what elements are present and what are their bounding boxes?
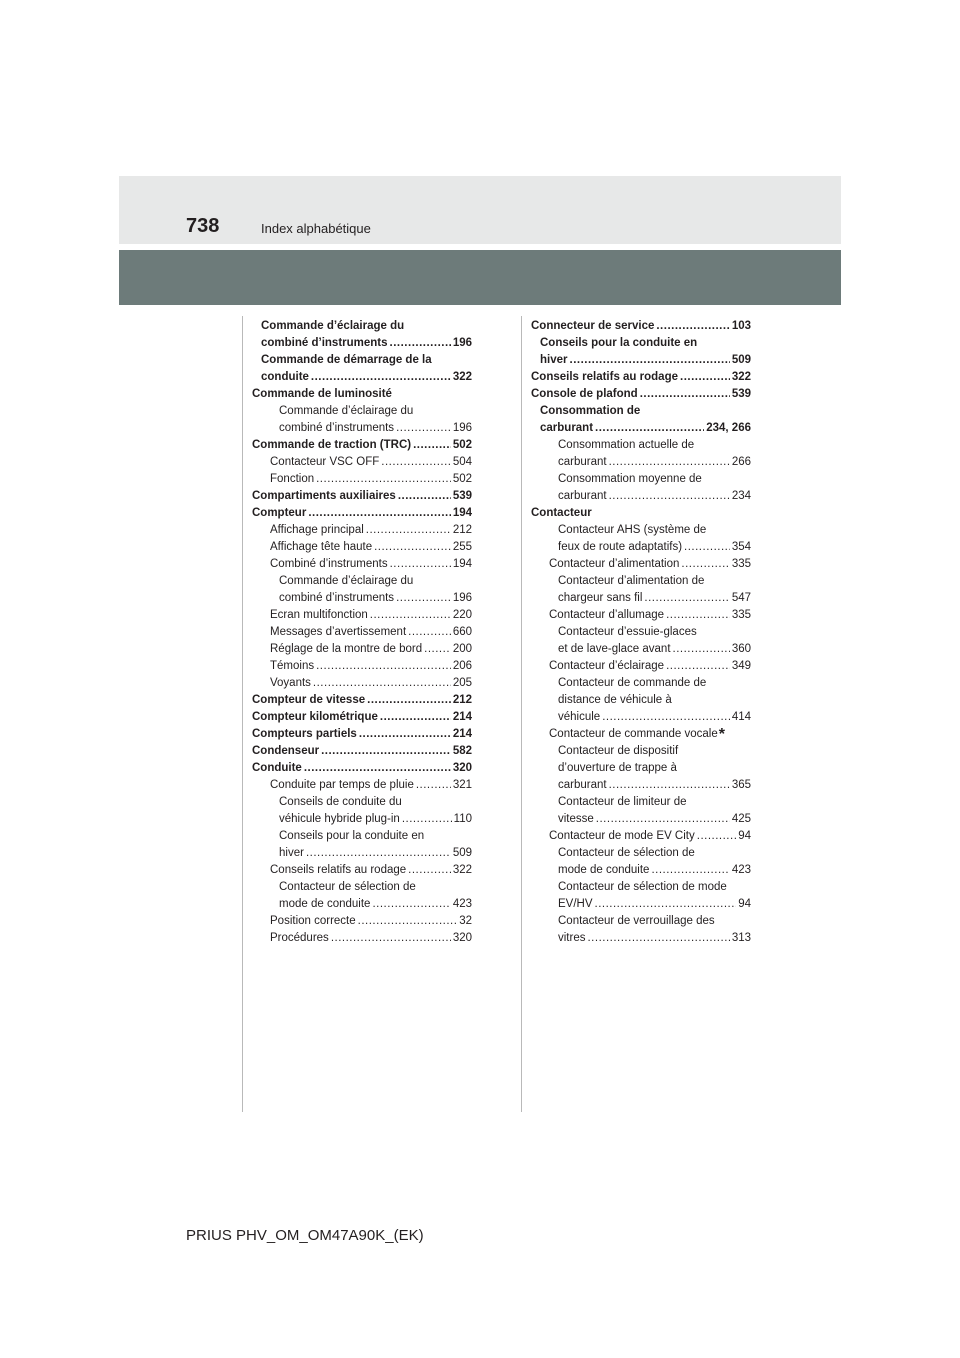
dot-leader <box>304 760 451 777</box>
entry-text: Contacteur de sélection de mode <box>558 881 727 893</box>
dot-leader <box>306 845 451 862</box>
index-subentry <box>531 624 751 658</box>
page-reference: 206 <box>452 660 472 672</box>
page-reference: 322 <box>731 371 751 383</box>
page-reference: 539 <box>731 388 751 400</box>
entry-text: Compteur <box>252 507 307 519</box>
entry-text: Conseils pour la conduite en <box>279 830 425 842</box>
column-divider-right <box>521 316 522 1112</box>
page-reference: 266 <box>731 456 751 468</box>
entry-text: Ecran multifonction <box>270 609 368 621</box>
entry-text: Contacteur de commande de <box>558 677 707 689</box>
dot-leader <box>609 488 730 505</box>
entry-text: Connecteur de service <box>531 320 655 332</box>
page-reference: 32 <box>459 915 472 927</box>
entry-text: Contacteur de sélection de <box>279 881 416 893</box>
dot-leader <box>408 862 451 879</box>
dot-leader <box>396 420 451 437</box>
index-subentry <box>252 522 472 539</box>
entry-text: Contacteur de limiteur de <box>558 796 687 808</box>
index-subentry <box>531 471 751 505</box>
page-reference: 214 <box>452 728 472 740</box>
page-reference: 360 <box>731 643 751 655</box>
entry-text: Fonction <box>270 473 315 485</box>
page-reference: 582 <box>452 745 472 757</box>
dot-leader <box>666 658 730 675</box>
dot-leader <box>374 539 451 556</box>
index-entry <box>252 760 472 777</box>
index-subentry <box>252 828 472 862</box>
dot-leader <box>656 318 729 335</box>
entry-text: Contacteur VSC OFF <box>270 456 380 468</box>
dot-leader <box>416 777 451 794</box>
dot-leader <box>331 930 451 947</box>
index-subentry <box>252 624 472 641</box>
page-reference: 660 <box>452 626 472 638</box>
index-entry <box>252 692 472 709</box>
entry-text: Messages d’avertissement <box>270 626 407 638</box>
entry-text: d’ouverture de trappe à <box>558 762 677 774</box>
entry-text: Commande d’éclairage du <box>279 575 414 587</box>
index-entry <box>252 726 472 743</box>
index-entry <box>531 403 751 437</box>
dot-leader <box>396 590 451 607</box>
index-entry <box>531 335 751 369</box>
dot-leader <box>402 811 452 828</box>
page-reference: 502 <box>452 439 472 451</box>
entry-text: Compteurs partiels <box>252 728 357 740</box>
page-reference: 425 <box>731 813 751 825</box>
index-subentry <box>252 879 472 913</box>
entry-text: Contacteur <box>531 507 592 519</box>
entry-text: combiné d’instruments <box>261 337 388 349</box>
dot-leader <box>673 641 730 658</box>
dot-leader <box>366 522 451 539</box>
dot-leader <box>570 352 730 369</box>
dot-leader <box>424 641 451 658</box>
page-reference: 322 <box>452 371 472 383</box>
index-subentry <box>252 930 472 947</box>
dot-leader <box>359 726 451 743</box>
entry-text: mode de conduite <box>558 864 650 876</box>
index-subentry <box>531 658 751 675</box>
index-entry <box>252 709 472 726</box>
page-reference: 205 <box>452 677 472 689</box>
index-subentry <box>531 607 751 624</box>
index-entry <box>252 488 472 505</box>
entry-text: Compteur de vitesse <box>252 694 366 706</box>
index-subentry <box>252 675 472 692</box>
entry-text: feux de route adaptatifs) <box>558 541 683 553</box>
entry-text: Voyants <box>270 677 311 689</box>
entry-text: Contacteur de verrouillage des <box>558 915 715 927</box>
entry-text: mode de conduite <box>279 898 371 910</box>
column-divider-left <box>242 316 243 1112</box>
page-reference: 414 <box>731 711 751 723</box>
index-subentry <box>531 828 751 845</box>
dot-leader <box>609 777 730 794</box>
entry-text: carburant <box>558 779 607 791</box>
page-reference: 509 <box>452 847 472 859</box>
page-reference: 220 <box>452 609 472 621</box>
entry-text: Affichage principal <box>270 524 364 536</box>
dot-leader <box>602 709 730 726</box>
dot-leader <box>370 607 451 624</box>
dot-leader <box>413 437 451 454</box>
entry-text: Compartiments auxiliaires <box>252 490 396 502</box>
index-subentry <box>252 454 472 471</box>
footnote-asterisk: * <box>718 726 725 743</box>
page-reference: 322 <box>452 864 472 876</box>
entry-text: carburant <box>558 456 607 468</box>
page-reference: 423 <box>452 898 472 910</box>
index-subentry <box>252 913 472 930</box>
page-reference: 321 <box>452 779 472 791</box>
index-column-right <box>531 318 751 947</box>
index-entry <box>531 505 751 522</box>
entry-text: Consommation actuelle de <box>558 439 695 451</box>
dot-leader <box>381 454 451 471</box>
dot-leader <box>358 913 458 930</box>
page-reference: 504 <box>452 456 472 468</box>
page-reference: 320 <box>452 932 472 944</box>
index-subentry <box>252 777 472 794</box>
index-subentry <box>252 794 472 828</box>
entry-text: Affichage tête haute <box>270 541 373 553</box>
dot-leader <box>595 420 704 437</box>
entry-text: Compteur kilométrique <box>252 711 378 723</box>
index-subentry <box>531 726 751 743</box>
page-reference: 320 <box>452 762 472 774</box>
page-reference: 349 <box>731 660 751 672</box>
dot-leader <box>640 386 730 403</box>
entry-text: Commande d’éclairage du <box>279 405 414 417</box>
dot-leader <box>609 454 730 471</box>
page-reference: 196 <box>452 422 472 434</box>
dot-leader <box>380 709 451 726</box>
entry-text: conduite <box>261 371 309 383</box>
dot-leader <box>321 743 451 760</box>
index-subentry <box>252 658 472 675</box>
index-subentry <box>252 539 472 556</box>
index-subentry <box>531 573 751 607</box>
entry-text: Contacteur d’éclairage <box>549 660 665 672</box>
entry-text: chargeur sans fil <box>558 592 643 604</box>
dot-leader <box>316 658 451 675</box>
page-reference: 94 <box>738 898 751 910</box>
entry-text: EV/HV <box>558 898 593 910</box>
document-code: PRIUS PHV_OM_OM47A90K_(EK) <box>186 1227 424 1244</box>
header-dark-band <box>119 250 841 305</box>
entry-text: Contacteur de sélection de <box>558 847 695 859</box>
index-column-left <box>252 318 472 947</box>
page-reference: 365 <box>731 779 751 791</box>
page-number: 738 <box>186 215 220 237</box>
dot-leader <box>390 556 451 573</box>
entry-text: Commande de démarrage de la <box>261 354 432 366</box>
entry-text: Console de plafond <box>531 388 638 400</box>
entry-text: combiné d’instruments <box>279 592 395 604</box>
entry-text: et de lave-glace avant <box>558 643 671 655</box>
entry-text: Commande d’éclairage du <box>261 320 405 332</box>
entry-text: Condenseur <box>252 745 320 757</box>
index-subentry <box>531 522 751 556</box>
page-reference: 539 <box>452 490 472 502</box>
header-band <box>119 176 841 244</box>
dot-leader <box>398 488 451 505</box>
entry-text: véhicule hybride plug-in <box>279 813 400 825</box>
index-subentry <box>531 743 751 794</box>
page-reference: 110 <box>453 813 472 825</box>
page-reference: 354 <box>731 541 751 553</box>
index-subentry <box>252 471 472 488</box>
dot-leader <box>313 675 451 692</box>
entry-text: hiver <box>279 847 304 859</box>
page-reference: 509 <box>731 354 751 366</box>
page-reference: 196 <box>452 592 472 604</box>
page-reference: 255 <box>452 541 472 553</box>
page-reference: 234, 266 <box>706 422 751 434</box>
page-reference: 502 <box>452 473 472 485</box>
dot-leader <box>684 539 730 556</box>
index-entry <box>252 386 472 403</box>
entry-text: Consommation moyenne de <box>558 473 702 485</box>
entry-text: Contacteur de dispositif <box>558 745 679 757</box>
page-reference: 335 <box>731 558 751 570</box>
entry-text: Commande de luminosité <box>252 388 392 400</box>
page-reference: 196 <box>452 337 472 349</box>
index-subentry <box>252 403 472 437</box>
page-reference: 94 <box>738 830 751 842</box>
index-entry <box>252 437 472 454</box>
entry-text: Contacteur d’essuie-glaces <box>558 626 697 638</box>
entry-text: Consommation de <box>540 405 641 417</box>
entry-text: carburant <box>540 422 594 434</box>
index-subentry <box>531 794 751 828</box>
section-title: Index alphabétique <box>261 221 371 236</box>
entry-text: Conseils pour la conduite en <box>540 337 698 349</box>
index-subentry <box>531 879 751 913</box>
entry-text: vitesse <box>558 813 594 825</box>
index-entry <box>531 386 751 403</box>
page-reference: 212 <box>452 694 472 706</box>
dot-leader <box>367 692 451 709</box>
index-subentry <box>252 556 472 573</box>
entry-text: Conseils de conduite du <box>279 796 402 808</box>
dot-leader <box>316 471 451 488</box>
entry-text: hiver <box>540 354 568 366</box>
entry-text: carburant <box>558 490 607 502</box>
index-subentry <box>531 675 751 726</box>
index-entry <box>252 505 472 522</box>
entry-text: Conduite <box>252 762 302 774</box>
dot-leader <box>697 828 736 845</box>
index-subentry <box>252 641 472 658</box>
page-reference: 335 <box>731 609 751 621</box>
entry-text: Procédures <box>270 932 329 944</box>
entry-text: Contacteur d’alimentation <box>549 558 680 570</box>
page-reference: 103 <box>731 320 751 332</box>
entry-text: combiné d’instruments <box>279 422 395 434</box>
dot-leader <box>666 607 730 624</box>
page-reference: 194 <box>452 558 472 570</box>
dot-leader <box>311 369 451 386</box>
entry-text: Commande de traction (TRC) <box>252 439 412 451</box>
entry-text: Contacteur AHS (système de <box>558 524 707 536</box>
index-entry <box>252 318 472 352</box>
dot-leader <box>680 369 730 386</box>
entry-text: Réglage de la montre de bord <box>270 643 423 655</box>
dot-leader <box>408 624 451 641</box>
entry-text: Position correcte <box>270 915 356 927</box>
entry-text: distance de véhicule à <box>558 694 672 706</box>
index-subentry <box>252 607 472 624</box>
index-entry <box>252 743 472 760</box>
dot-leader <box>587 930 729 947</box>
entry-text: Combiné d’instruments <box>270 558 388 570</box>
entry-text: Contacteur de commande vocale <box>549 728 718 740</box>
entry-text: Témoins <box>270 660 315 672</box>
index-subentry <box>531 437 751 471</box>
dot-leader <box>651 862 729 879</box>
index-entry <box>531 369 751 386</box>
entry-text: véhicule <box>558 711 601 723</box>
page-reference: 547 <box>731 592 751 604</box>
entry-text: Contacteur de mode EV City <box>549 830 695 842</box>
entry-text: vitres <box>558 932 586 944</box>
page-reference: 313 <box>731 932 751 944</box>
entry-text: Contacteur d’allumage <box>549 609 665 621</box>
page-reference: 194 <box>452 507 472 519</box>
page-reference: 234 <box>731 490 751 502</box>
index-subentry <box>531 556 751 573</box>
index-subentry <box>531 913 751 947</box>
index-entry <box>252 352 472 386</box>
index-subentry <box>252 573 472 607</box>
page-reference: 200 <box>452 643 472 655</box>
page-reference: 423 <box>731 864 751 876</box>
entry-text: Contacteur d’alimentation de <box>558 575 705 587</box>
dot-leader <box>681 556 729 573</box>
index-subentry <box>531 845 751 879</box>
index-entry <box>531 318 751 335</box>
dot-leader <box>644 590 729 607</box>
index-subentry <box>252 862 472 879</box>
dot-leader <box>372 896 450 913</box>
dot-leader <box>308 505 451 522</box>
dot-leader <box>390 335 451 352</box>
dot-leader <box>595 896 737 913</box>
page-reference: 214 <box>452 711 472 723</box>
dot-leader <box>596 811 730 828</box>
entry-text: Conduite par temps de pluie <box>270 779 414 791</box>
entry-text: Conseils relatifs au rodage <box>531 371 678 383</box>
entry-text: Conseils relatifs au rodage <box>270 864 407 876</box>
page-reference: 212 <box>452 524 472 536</box>
